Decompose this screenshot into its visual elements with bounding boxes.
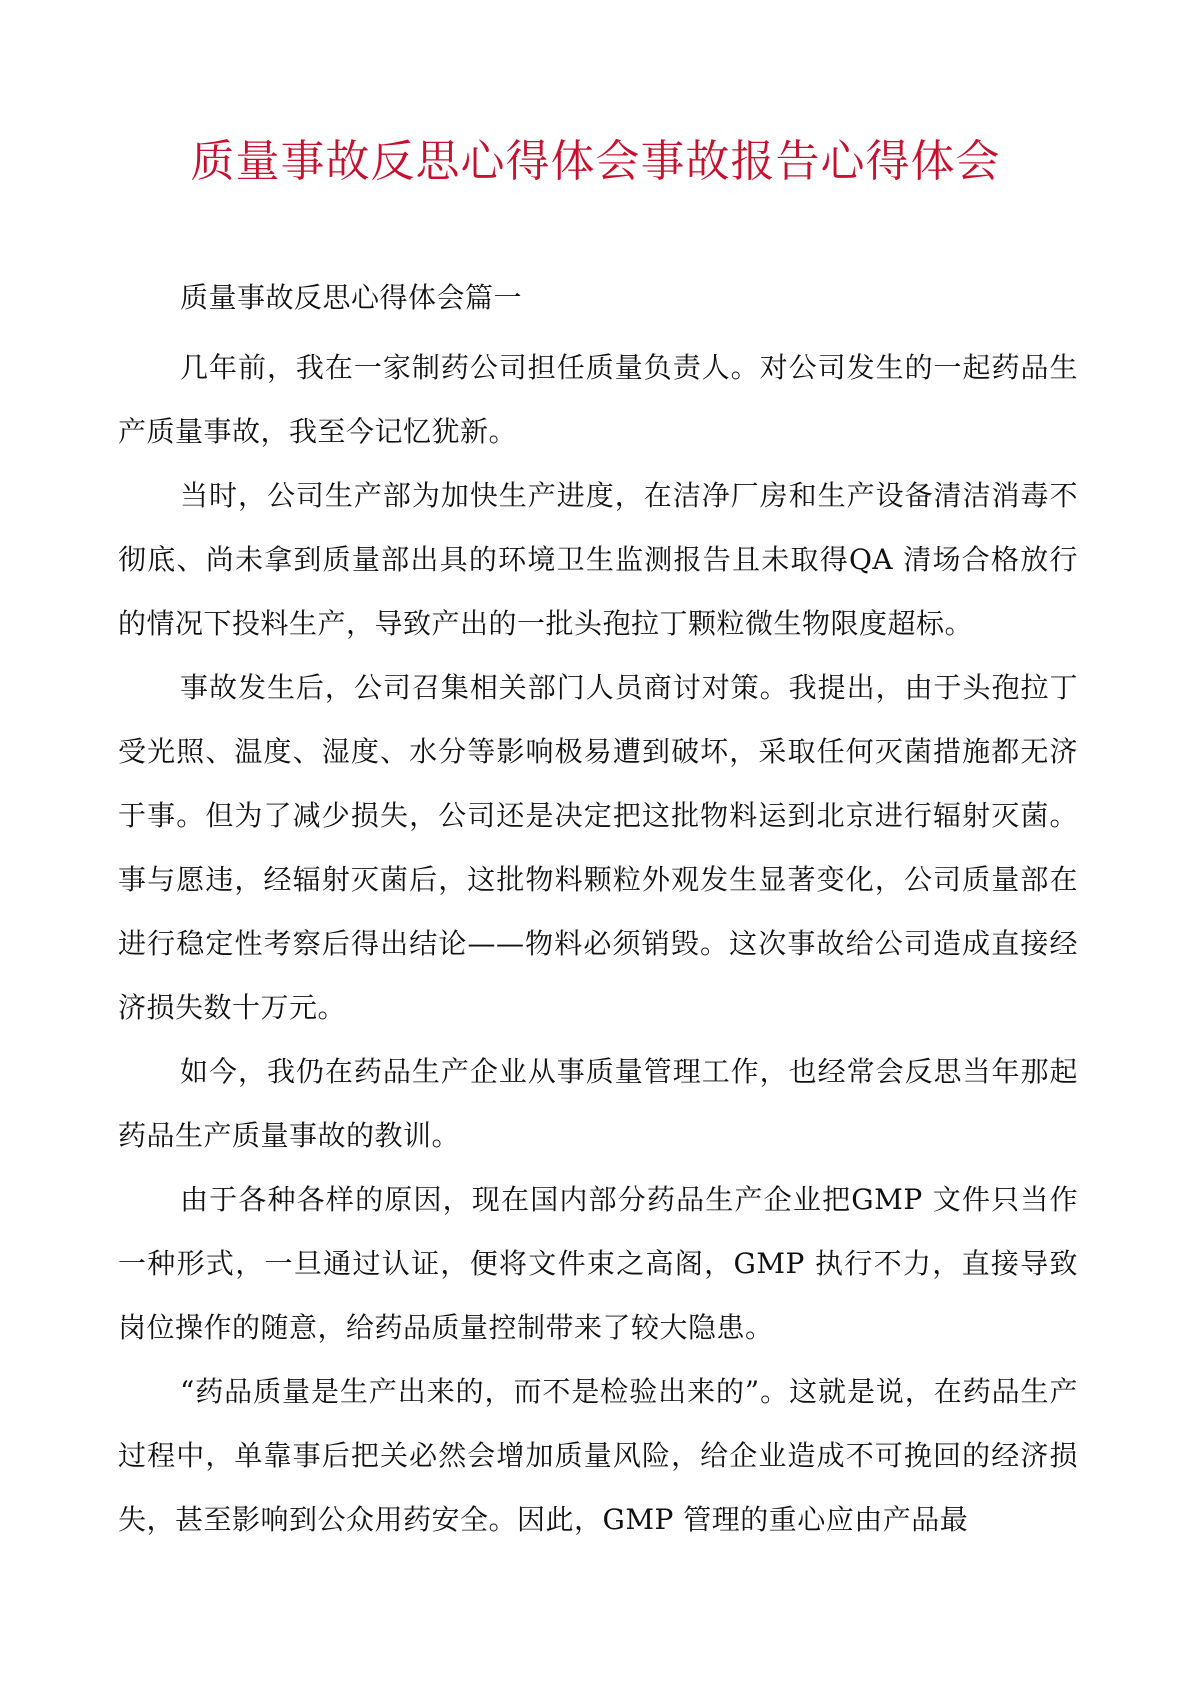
paragraph-2: 当时，公司生产部为加快生产进度，在洁净厂房和生产设备清洁消毒不彻底、尚未拿到质量部出具的环境卫生监测报告且未取得QA 清场合格放行的情况下投料生产，导致产出的一批头孢拉丁颗粒微生物限度超标。 (118, 479, 1078, 640)
page-title: 质量事故反思心得体会事故报告心得体会 (190, 136, 1001, 187)
document-body (118, 268, 1078, 1552)
paragraph-4: 如今，我仍在药品生产企业从事质量管理工作，也经常会反思当年那起药品生产质量事故的教训。 (118, 1055, 1078, 1152)
paragraph-6: “药品质量是生产出来的，而不是检验出来的”。这就是说，在药品生产过程中，单靠事后把关必然会增加质量风险，给企业造成不可挽回的经济损失，甚至影响到公众用药安全。因此，GMP 管理的重心应由产品最 (118, 1375, 1078, 1536)
paragraph-3: 事故发生后，公司召集相关部门人员商讨对策。我提出，由于头孢拉丁受光照、温度、湿度、水分等影响极易遭到破坏，采取任何灭菌措施都无济于事。但为了减少损失，公司还是决定把这批物料运到北京进行辐射灭菌。事与愿违，经辐射灭菌后，这批物料颗粒外观发生显著变化，公司质量部在进行稳定性考察后得出结论——物料必须销毁。这次事故给公司造成直接经济损失数十万元。 (118, 671, 1078, 1024)
paragraph-5: 由于各种各样的原因，现在国内部分药品生产企业把GMP 文件只当作一种形式，一旦通过认证，便将文件束之高阁，GMP 执行不力，直接导致岗位操作的随意，给药品质量控制带来了较大隐患。 (118, 1183, 1078, 1344)
section-heading: 质量事故反思心得体会篇一 (180, 281, 523, 314)
paragraph-1: 几年前，我在一家制药公司担任质量负责人。对公司发生的一起药品生产质量事故，我至今记忆犹新。 (118, 351, 1078, 448)
